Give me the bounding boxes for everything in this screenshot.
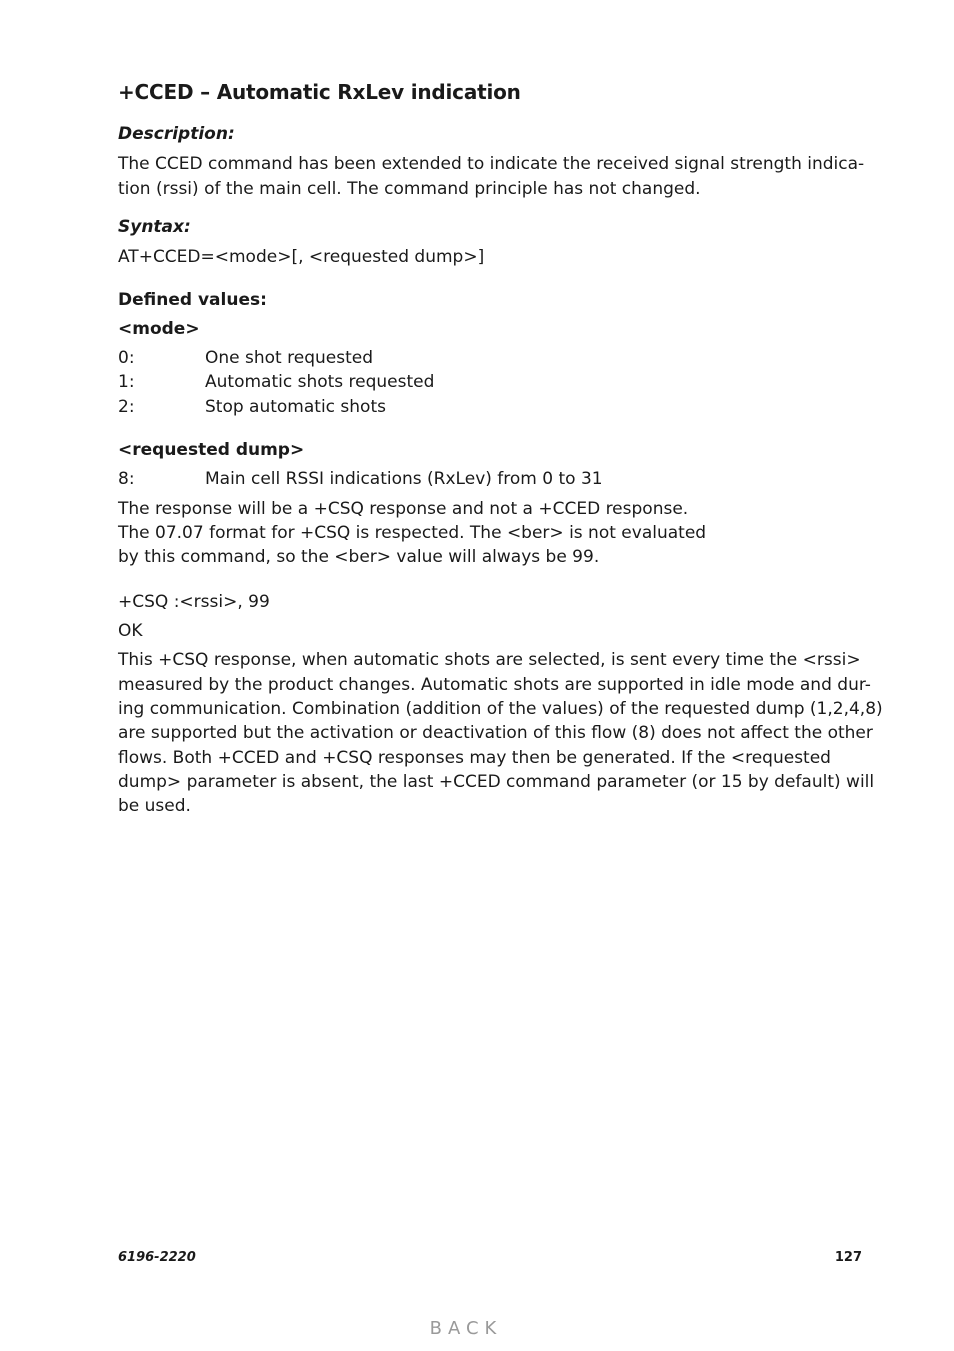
note-line: measured by the product changes. Automatic shots are supported in idle mode and dur-	[118, 675, 871, 695]
requested-dump-text: Main cell RSSI indications (RxLev) from 0 to 31	[205, 469, 603, 489]
response-line: by this command, so the <ber> value will always be 99.	[118, 547, 600, 567]
response-line: The response will be a +CSQ response and not a +CCED response.	[118, 499, 689, 519]
description-label: Description:	[118, 124, 235, 144]
mode-value-key: 0:	[118, 348, 135, 368]
back-link[interactable]: BACK	[429, 1318, 503, 1339]
mode-value-row	[118, 397, 386, 417]
requested-dump-label: <requested dump>	[118, 440, 305, 460]
mode-value-row	[118, 348, 373, 368]
mode-value-row	[118, 372, 434, 392]
description-line: tion (rssi) of the main cell. The command principle has not changed.	[118, 179, 701, 199]
section-title: +CCED – Automatic RxLev indication	[118, 80, 521, 104]
syntax-label: Syntax:	[118, 217, 191, 237]
syntax-text: AT+CCED=<mode>[, <requested dump>]	[118, 247, 485, 267]
mode-label: <mode>	[118, 319, 200, 339]
mode-value-key: 2:	[118, 397, 135, 417]
requested-dump-key: 8:	[118, 469, 135, 489]
mode-value-key: 1:	[118, 372, 135, 392]
note-line: be used.	[118, 796, 191, 816]
csq-response-text: +CSQ :<rssi>, 99	[118, 592, 270, 612]
mode-value-text: Automatic shots requested	[205, 372, 435, 392]
mode-value-text: Stop automatic shots	[205, 397, 386, 417]
description-line: The CCED command has been extended to indicate the received signal strength indica-	[118, 154, 865, 174]
note-line: dump> parameter is absent, the last +CCED command parameter (or 15 by default) will	[118, 772, 875, 792]
footer-page-number: 127	[834, 1250, 862, 1265]
defined-values-label: Defined values:	[118, 290, 267, 310]
ok-text: OK	[118, 621, 143, 641]
requested-dump-row	[118, 469, 603, 489]
note-line: are supported but the activation or deactivation of this flow (8) does not affect the other	[118, 723, 873, 743]
response-line: The 07.07 format for +CSQ is respected. The <ber> is not evaluated	[118, 523, 707, 543]
note-line: flows. Both +CCED and +CSQ responses may then be generated. If the <requested	[118, 748, 831, 768]
footer-doc-number: 6196-2220	[118, 1250, 196, 1265]
mode-value-text: One shot requested	[205, 348, 373, 368]
note-line: ing communication. Combination (addition of the values) of the requested dump (1,2,4,8)	[118, 699, 883, 719]
note-line: This +CSQ response, when automatic shots are selected, is sent every time the <rssi>	[118, 650, 861, 670]
